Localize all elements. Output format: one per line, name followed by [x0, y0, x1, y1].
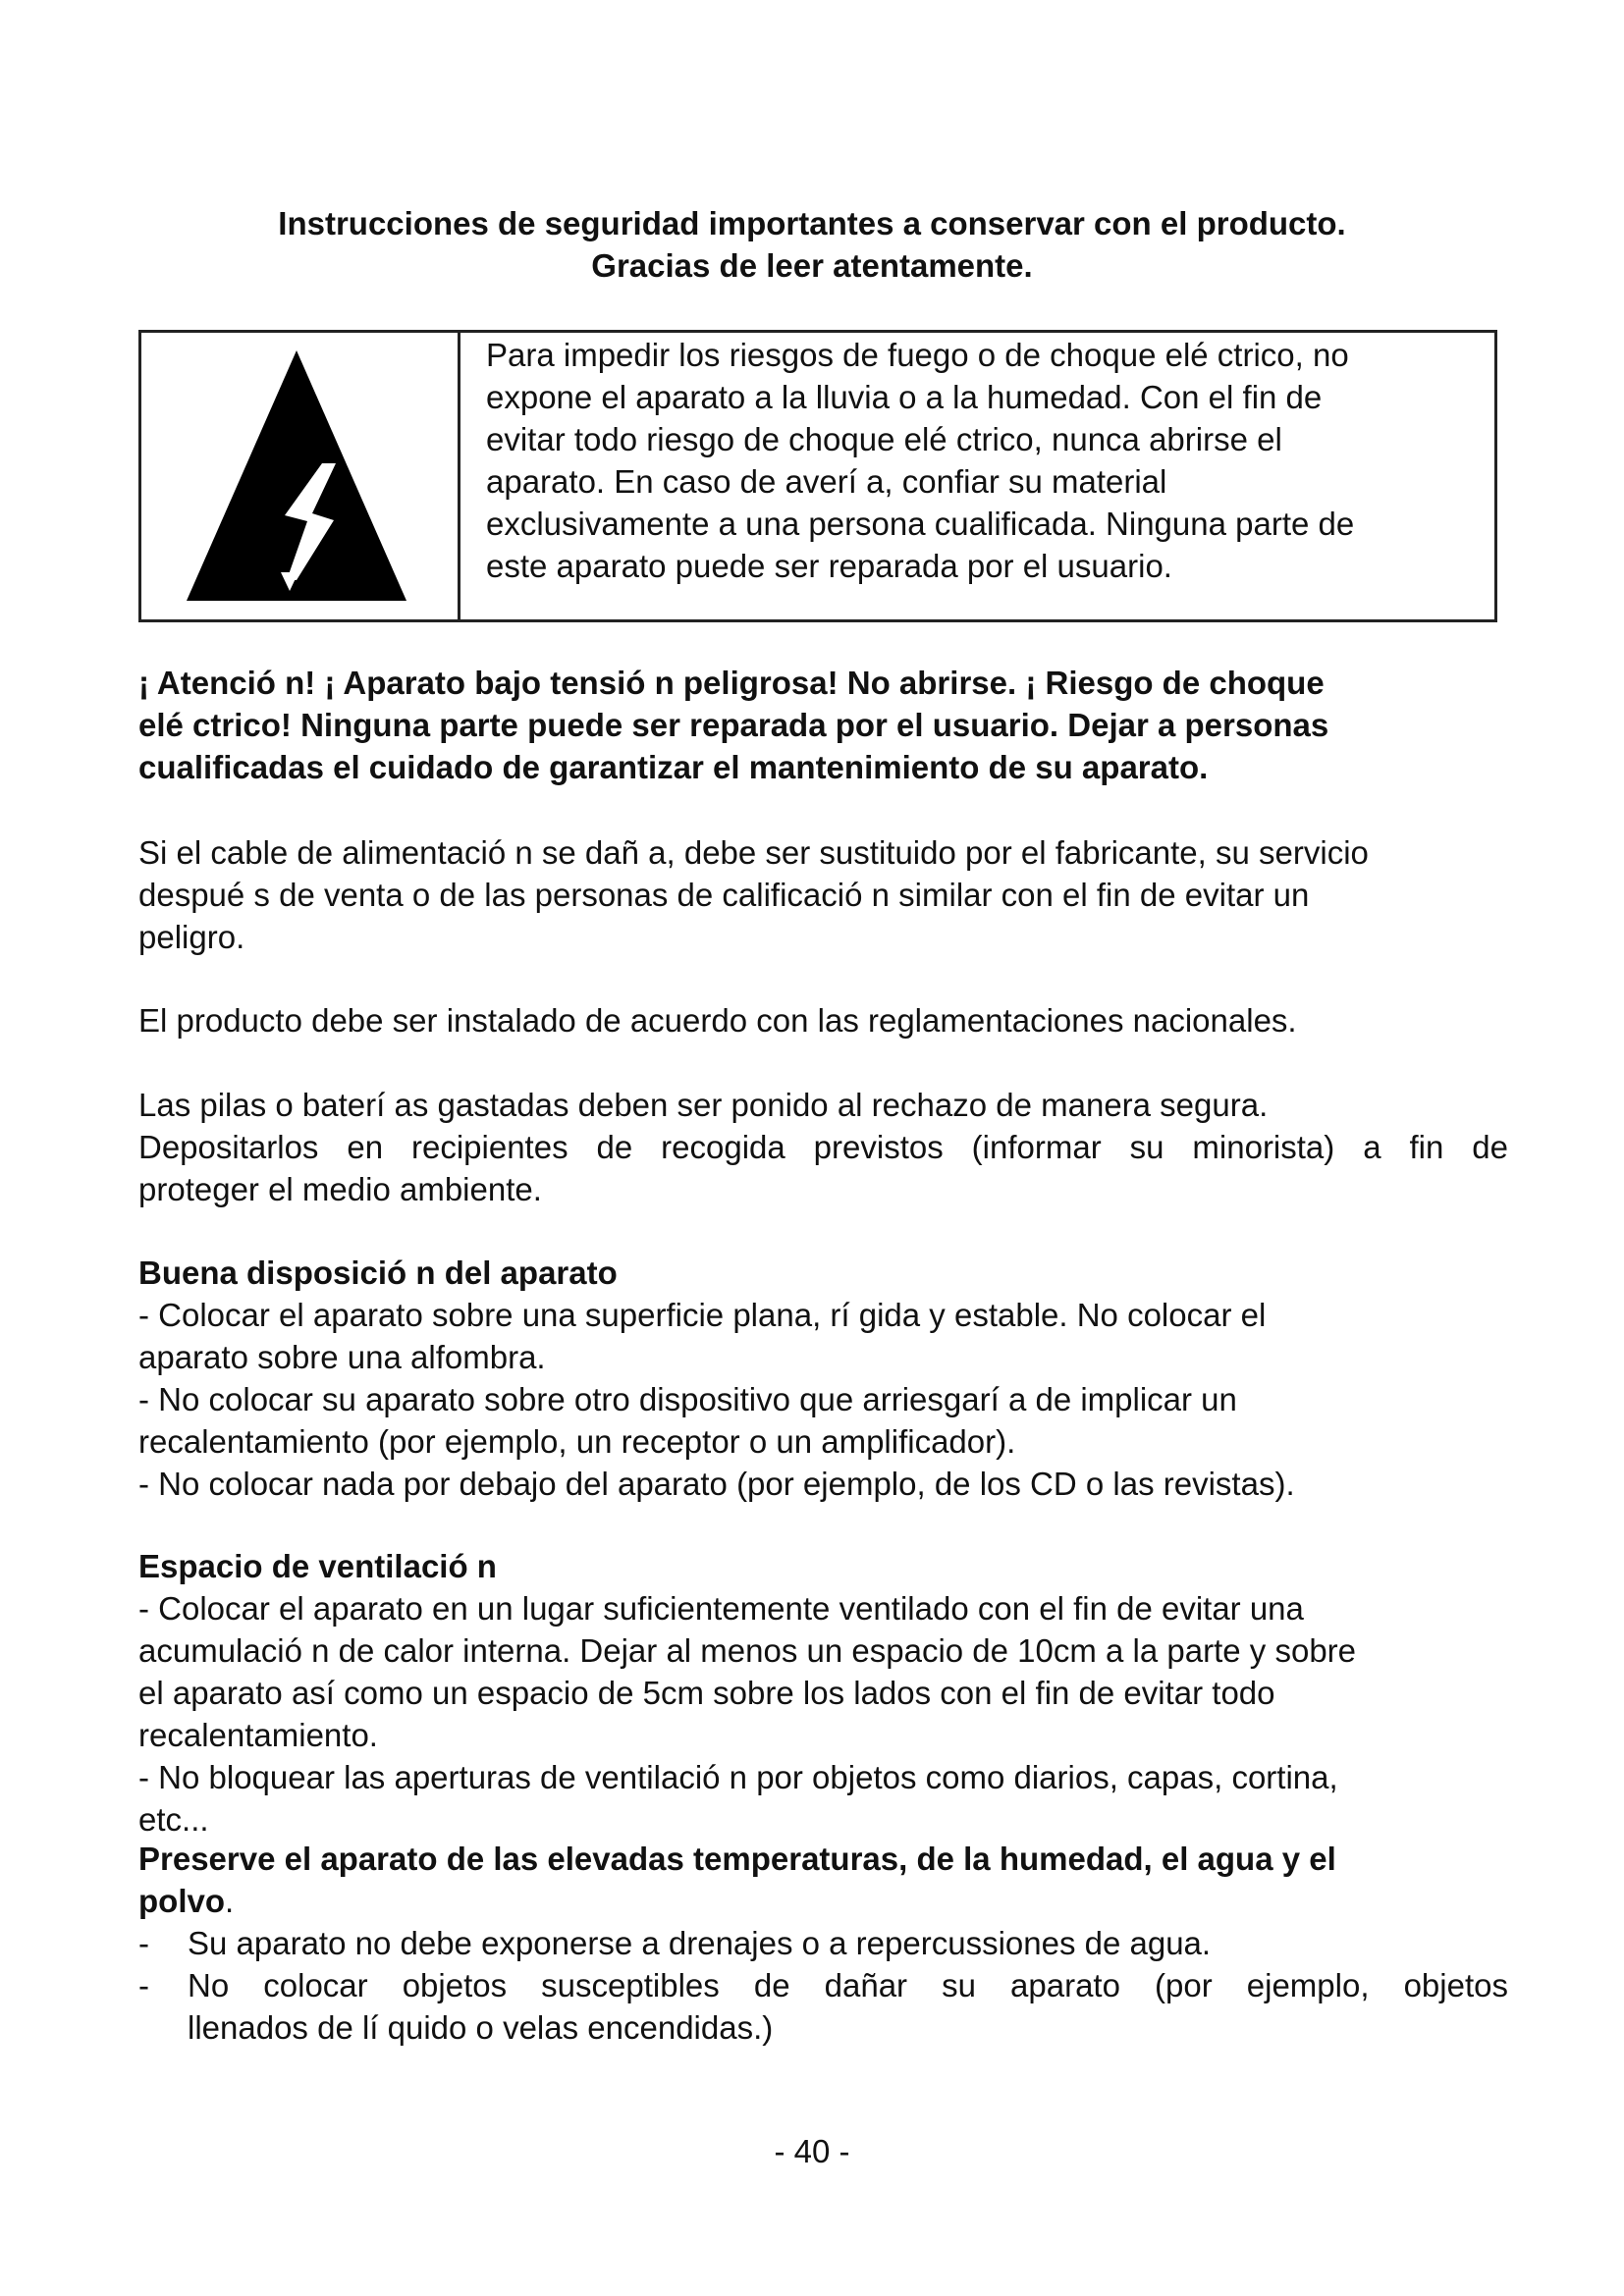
electric-hazard-triangle-icon	[187, 350, 406, 601]
warning-line: expone el aparato a la lluvia o a la humedad. Con el fin de	[486, 379, 1323, 415]
header-title-line1: Instrucciones de seguridad importantes a conservar con el producto.	[278, 205, 1346, 241]
warning-box	[138, 330, 1497, 622]
header-title-line2: Gracias de leer atentamente.	[591, 247, 1033, 284]
warning-box-divider	[458, 333, 460, 619]
section-line: - Colocar el aparato sobre una superficie plana, rí gida y estable. No colocar el	[138, 1297, 1267, 1333]
list-item-line: No colocar objetos susceptibles de dañar su aparato (por ejemplo, objetos	[188, 1967, 1508, 2003]
ventilation-section-continued	[138, 1756, 1508, 1841]
paragraph-line: proteger el medio ambiente.	[138, 1171, 542, 1207]
section-heading-line2	[138, 1880, 1508, 1922]
warning-line: Para impedir los riesgos de fuego o de choque elé ctrico, no	[486, 337, 1349, 373]
list-item	[138, 1964, 1508, 2049]
batteries-paragraph	[138, 1084, 1508, 1210]
section-line: etc...	[138, 1801, 209, 1838]
paragraph-line: Si el cable de alimentació n se dañ a, debe ser sustituido por el fabricante, su servicio	[138, 834, 1369, 871]
section-line: aparato sobre una alfombra.	[138, 1339, 546, 1375]
list-item-text: Su aparato no debe exponerse a drenajes o a repercussiones de agua.	[188, 1925, 1212, 1961]
attention-line: elé ctrico! Ninguna parte puede ser reparada por el usuario. Dejar a personas	[138, 707, 1329, 743]
list-item-line: llenados de lí quido o velas encendidas.)	[188, 2009, 774, 2046]
page-number: - 40 -	[774, 2133, 850, 2169]
section-heading: polvo	[138, 1883, 225, 1919]
list-dash: -	[138, 1967, 149, 2003]
cable-paragraph	[138, 831, 1508, 958]
section-line: acumulació n de calor interna. Dejar al menos un espacio de 10cm a la parte y sobre	[138, 1632, 1357, 1669]
paragraph-line: Depositarlos en recipientes de recogida previstos (informar su minorista) a fin de	[138, 1129, 1508, 1165]
heading-period: .	[225, 1883, 235, 1919]
section-line: el aparato así como un espacio de 5cm sobre los lados con el fin de evitar todo	[138, 1675, 1275, 1711]
attention-notice	[138, 662, 1508, 788]
list-dash: -	[138, 1925, 149, 1961]
paragraph-line: El producto debe ser instalado de acuerdo con las reglamentaciones nacionales.	[138, 1002, 1297, 1039]
section-line: - No colocar nada por debajo del aparato (por ejemplo, de los CD o las revistas).	[138, 1466, 1295, 1502]
install-paragraph	[138, 999, 1508, 1041]
paragraph-line: Las pilas o baterí as gastadas deben ser ponido al rechazo de manera segura.	[138, 1087, 1269, 1123]
ventilation-section	[138, 1545, 1508, 1756]
paragraph-line: peligro.	[138, 919, 245, 955]
warning-line: este aparato puede ser reparada por el usuario.	[486, 548, 1172, 584]
paragraph-line: despué s de venta o de las personas de calificació n similar con el fin de evitar un	[138, 877, 1310, 913]
section-heading: Preserve el aparato de las elevadas temperaturas, de la humedad, el agua y el	[138, 1841, 1336, 1877]
list-item-text	[188, 1964, 1508, 2049]
section-heading: Buena disposició n del aparato	[138, 1255, 618, 1291]
section-line: recalentamiento.	[138, 1717, 378, 1753]
attention-line: ¡ Atenció n! ¡ Aparato bajo tensió n peligrosa! No abrirse. ¡ Riesgo de choque	[138, 665, 1325, 701]
section-line: - No colocar su aparato sobre otro dispositivo que arriesgarí a de implicar un	[138, 1381, 1237, 1417]
preserve-section	[138, 1838, 1508, 2049]
section-heading: Espacio de ventilació n	[138, 1548, 497, 1584]
warning-line: aparato. En caso de averí a, confiar su material	[486, 463, 1167, 500]
section-line: - Colocar el aparato en un lugar suficientemente ventilado con el fin de evitar una	[138, 1590, 1304, 1627]
warning-line: evitar todo riesgo de choque elé ctrico, nunca abrirse el	[486, 421, 1282, 457]
disposition-section	[138, 1252, 1508, 1505]
section-line: recalentamiento (por ejemplo, un receptor o un amplificador).	[138, 1423, 1016, 1460]
section-line: - No bloquear las aperturas de ventilació n por objetos como diarios, capas, cortina,	[138, 1759, 1338, 1795]
warning-line: exclusivamente a una persona cualificada. Ninguna parte de	[486, 506, 1355, 542]
list-item	[138, 1922, 1508, 1964]
attention-line: cualificadas el cuidado de garantizar el mantenimiento de su aparato.	[138, 749, 1209, 785]
warning-text	[486, 334, 1478, 587]
